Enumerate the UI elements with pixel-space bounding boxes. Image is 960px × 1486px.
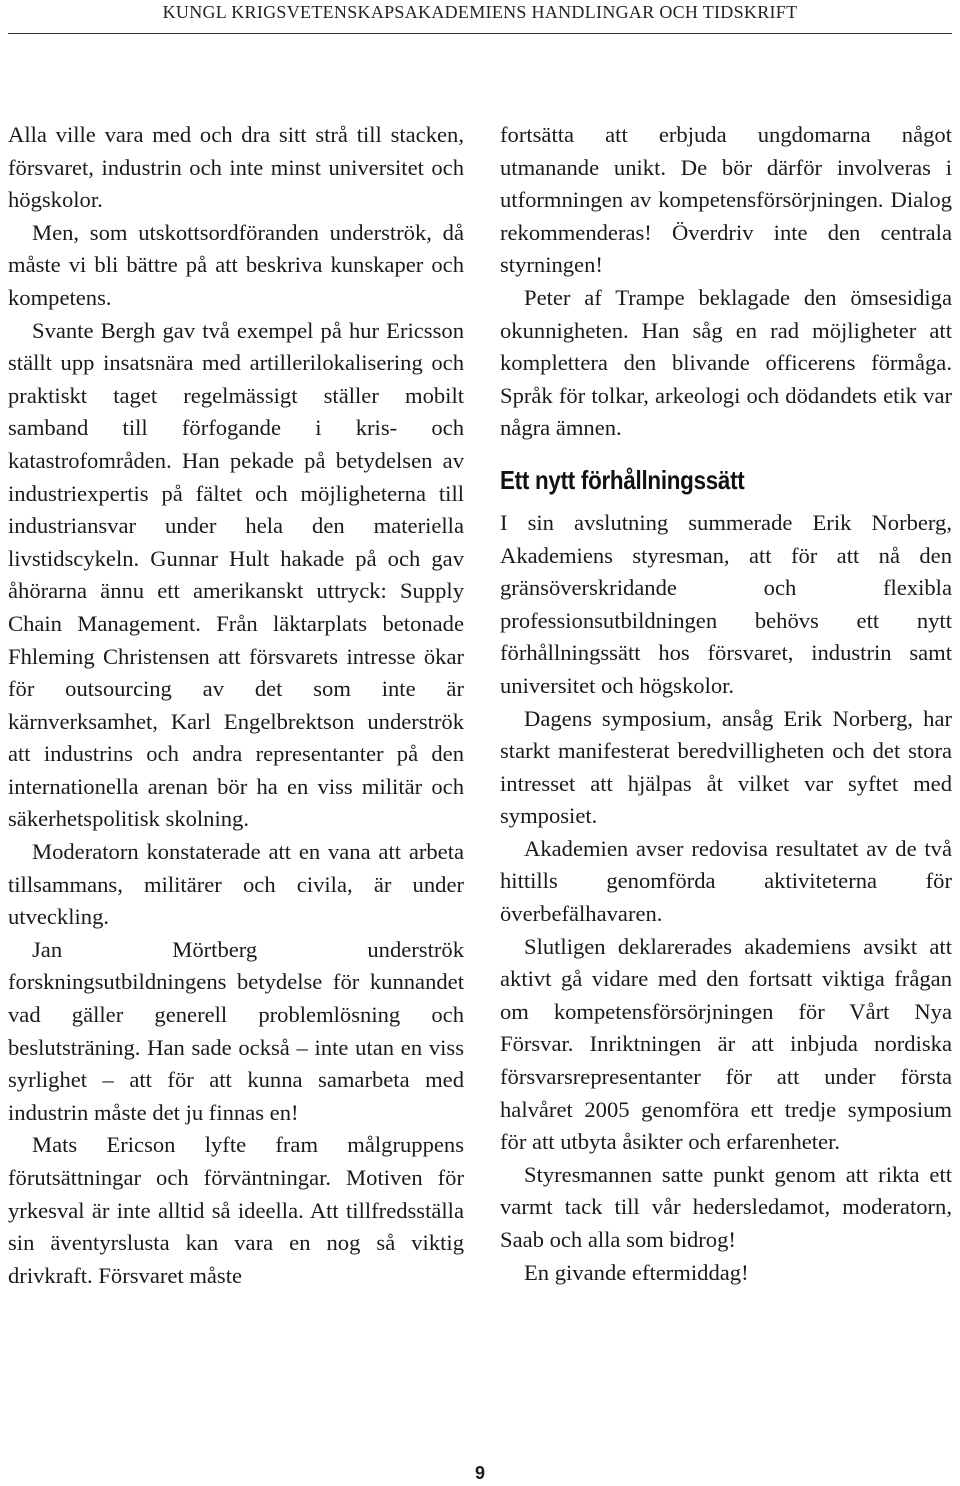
running-header: KUNGL KRIGSVETENSKAPSAKADEMIENS HANDLINGAR OCH TIDSKRIFT bbox=[162, 2, 798, 22]
paragraph: Moderatorn konstaterade att en vana att arbeta tillsammans, militärer och civila, är under utveckling. bbox=[8, 839, 464, 930]
paragraph: Svante Bergh gav två exempel på hur Ericsson ställt upp insatsnära med artillerilokalisering och praktiskt taget regelmässigt ställer mobilt samband till förfogande i kris- och katastrofområden. Han pekade på betydelsen av industriexpertis på fältet och möjligheterna till industriansvar under hela den materiella livstidscykeln. Gunnar Hult hakade på och gav åhörarna ännu ett amerikanskt uttryck: Supply Chain Management. Från läktarplats betonade Fhleming Christensen att försvarets intresse ökar för outsourcing av det som inte är kärnverksamhet, Karl Engelbrektson underströk att industrins och andra representanter på den internationella arenan bör ha en viss militär och säkerhetspolitisk skolning. bbox=[8, 317, 464, 832]
paragraph: Dagens symposium, ansåg Erik Norberg, har starkt manifesterat beredvilligheten och det stora intresset att hjälpas åt vilket var syftet med symposiet. bbox=[500, 705, 952, 829]
paragraph: En givande eftermiddag! bbox=[524, 1259, 749, 1285]
paragraph: Styresmannen satte punkt genom att rikta ett varmt tack till vår hedersledamot, moderatorn, Saab och alla som bidrog! bbox=[500, 1161, 952, 1252]
paragraph: Akademien avser redovisa resultatet av de två hittills genomförda aktiviteterna för överbefälhavaren. bbox=[500, 835, 952, 927]
section-heading: Ett nytt förhållningssätt bbox=[500, 464, 745, 495]
left-column bbox=[8, 119, 464, 1292]
paragraph: Peter af Trampe beklagade den ömsesidiga okunnigheten. Han såg en rad möjligheter att komplettera den blivande officerens förmåga. Språk för tolkar, arkeologi och dödandets etik var några ämnen. bbox=[500, 284, 952, 441]
paragraph: Slutligen deklarerades akademiens avsikt att aktivt gå vidare med den fortsatt viktiga frågan om kompetensförsörjningen för Vårt Nya Försvar. Inriktningen är att inbjuda nordiska försvarsrepresentanter för att under första halvåret 2005 genomföra ett tredje symposium för att utbyta åsikter och erfarenheter. bbox=[500, 933, 952, 1155]
paragraph: Jan Mörtberg underströk forskningsutbildningens betydelse för kunnandet vad gäller generell problemlösning och beslutsträning. Han sade också – inte utan en viss syrlighet – att för att kunna samarbeta med industrin måste det ju finnas en! bbox=[8, 936, 464, 1125]
paragraph: Men, som utskottsordföranden underströk, då måste vi bli bättre på att beskriva kunskaper och kompetens. bbox=[8, 219, 464, 310]
paragraph: Mats Ericson lyfte fram målgruppens förutsättningar och förväntningar. Motiven för yrkesval är inte alltid så ideella. Att tillfredsställa sin äventyrslusta kan vara en nog så viktig drivkraft. Försvaret måste bbox=[8, 1132, 464, 1288]
paragraph-continuation: fortsätta att erbjuda ungdomarna något utmanande unikt. De bör därför involveras i utformningen av kompetensförsörjningen. Dialog rekommenderas! Överdriv inte den centrala styrningen! bbox=[500, 122, 952, 278]
page-number: 9 bbox=[474, 1463, 485, 1483]
header-rule bbox=[8, 33, 952, 34]
paragraph: I sin avslutning summerade Erik Norberg, Akademiens styresman, att för att nå den gränsöverskridande och flexibla professionsutbildningen behövs ett nytt förhållningssätt hos försvaret, industrin samt universitet och högskolor. bbox=[500, 509, 952, 698]
right-column bbox=[500, 119, 952, 1289]
paragraph: Alla ville vara med och dra sitt strå till stacken, försvaret, industrin och inte minst universitet och högskolor. bbox=[8, 122, 464, 213]
